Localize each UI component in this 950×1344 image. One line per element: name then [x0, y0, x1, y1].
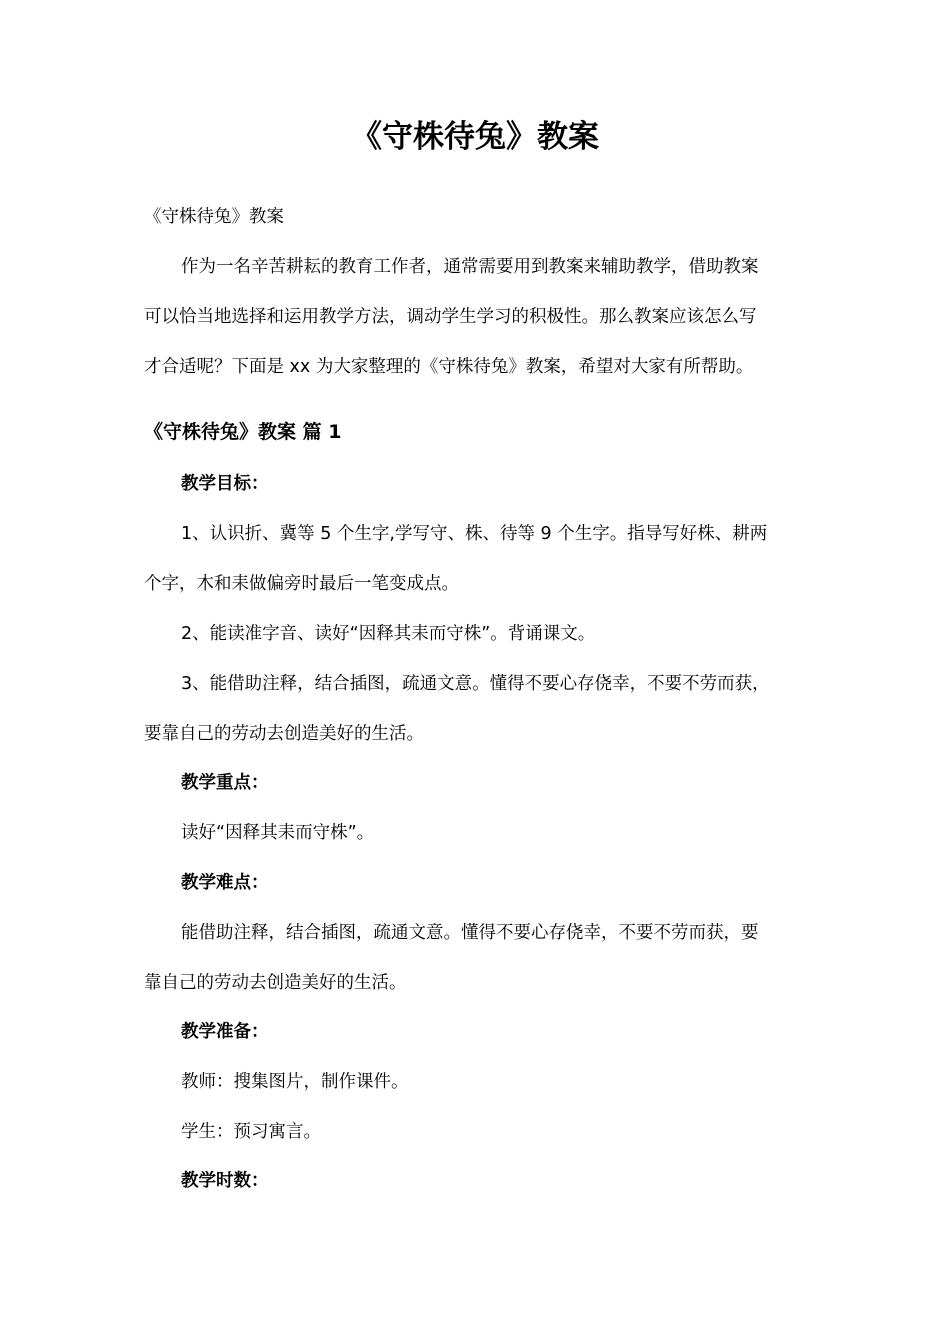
difficulty-label: 教学难点：: [181, 873, 269, 893]
difficulty-line-1: 能借助注释，结合插图，疏通文意。懂得不要心存侥幸，不要不劳而获，要: [181, 923, 759, 943]
goal-2: 2、能读准字音、读好“因释其耒而守株”。背诵课文。: [181, 624, 596, 644]
document-title: 《守株待兔》教案: [351, 119, 599, 155]
goal-3-line-2: 要靠自己的劳动去创造美好的生活。: [144, 724, 424, 744]
key-points-text: 读好“因释其耒而守株”。: [181, 823, 375, 843]
goals-label: 教学目标：: [181, 474, 269, 494]
intro-line-1: 作为一名辛苦耕耘的教育工作者，通常需要用到教案来辅助教学，借助教案: [181, 257, 759, 277]
teaching-hours-label: 教学时数：: [181, 1171, 269, 1191]
document-subtitle: 《守株待兔》教案: [144, 207, 284, 227]
goal-1-line-2: 个字，木和耒做偏旁时最后一笔变成点。: [144, 574, 459, 594]
key-points-label: 教学重点：: [181, 773, 269, 793]
intro-line-2: 可以恰当地选择和运用教学方法，调动学生学习的积极性。那么教案应该怎么写: [144, 307, 757, 327]
section-heading: 《守株待兔》教案 篇 1: [144, 421, 342, 443]
preparation-label: 教学准备：: [181, 1022, 269, 1042]
goal-3-line-1: 3、能借助注释，结合插图，疏通文意。懂得不要心存侥幸，不要不劳而获，: [181, 674, 770, 694]
difficulty-line-2: 靠自己的劳动去创造美好的生活。: [144, 973, 407, 993]
preparation-student: 学生：预习寓言。: [181, 1122, 321, 1142]
goal-1-line-1: 1、认识折、冀等 5 个生字,学写守、株、待等 9 个生字。指导写好株、耕两: [181, 524, 768, 544]
intro-line-3: 才合适呢？下面是 xx 为大家整理的《守株待兔》教案，希望对大家有所帮助。: [144, 357, 754, 377]
preparation-teacher: 教师：搜集图片，制作课件。: [181, 1072, 409, 1092]
